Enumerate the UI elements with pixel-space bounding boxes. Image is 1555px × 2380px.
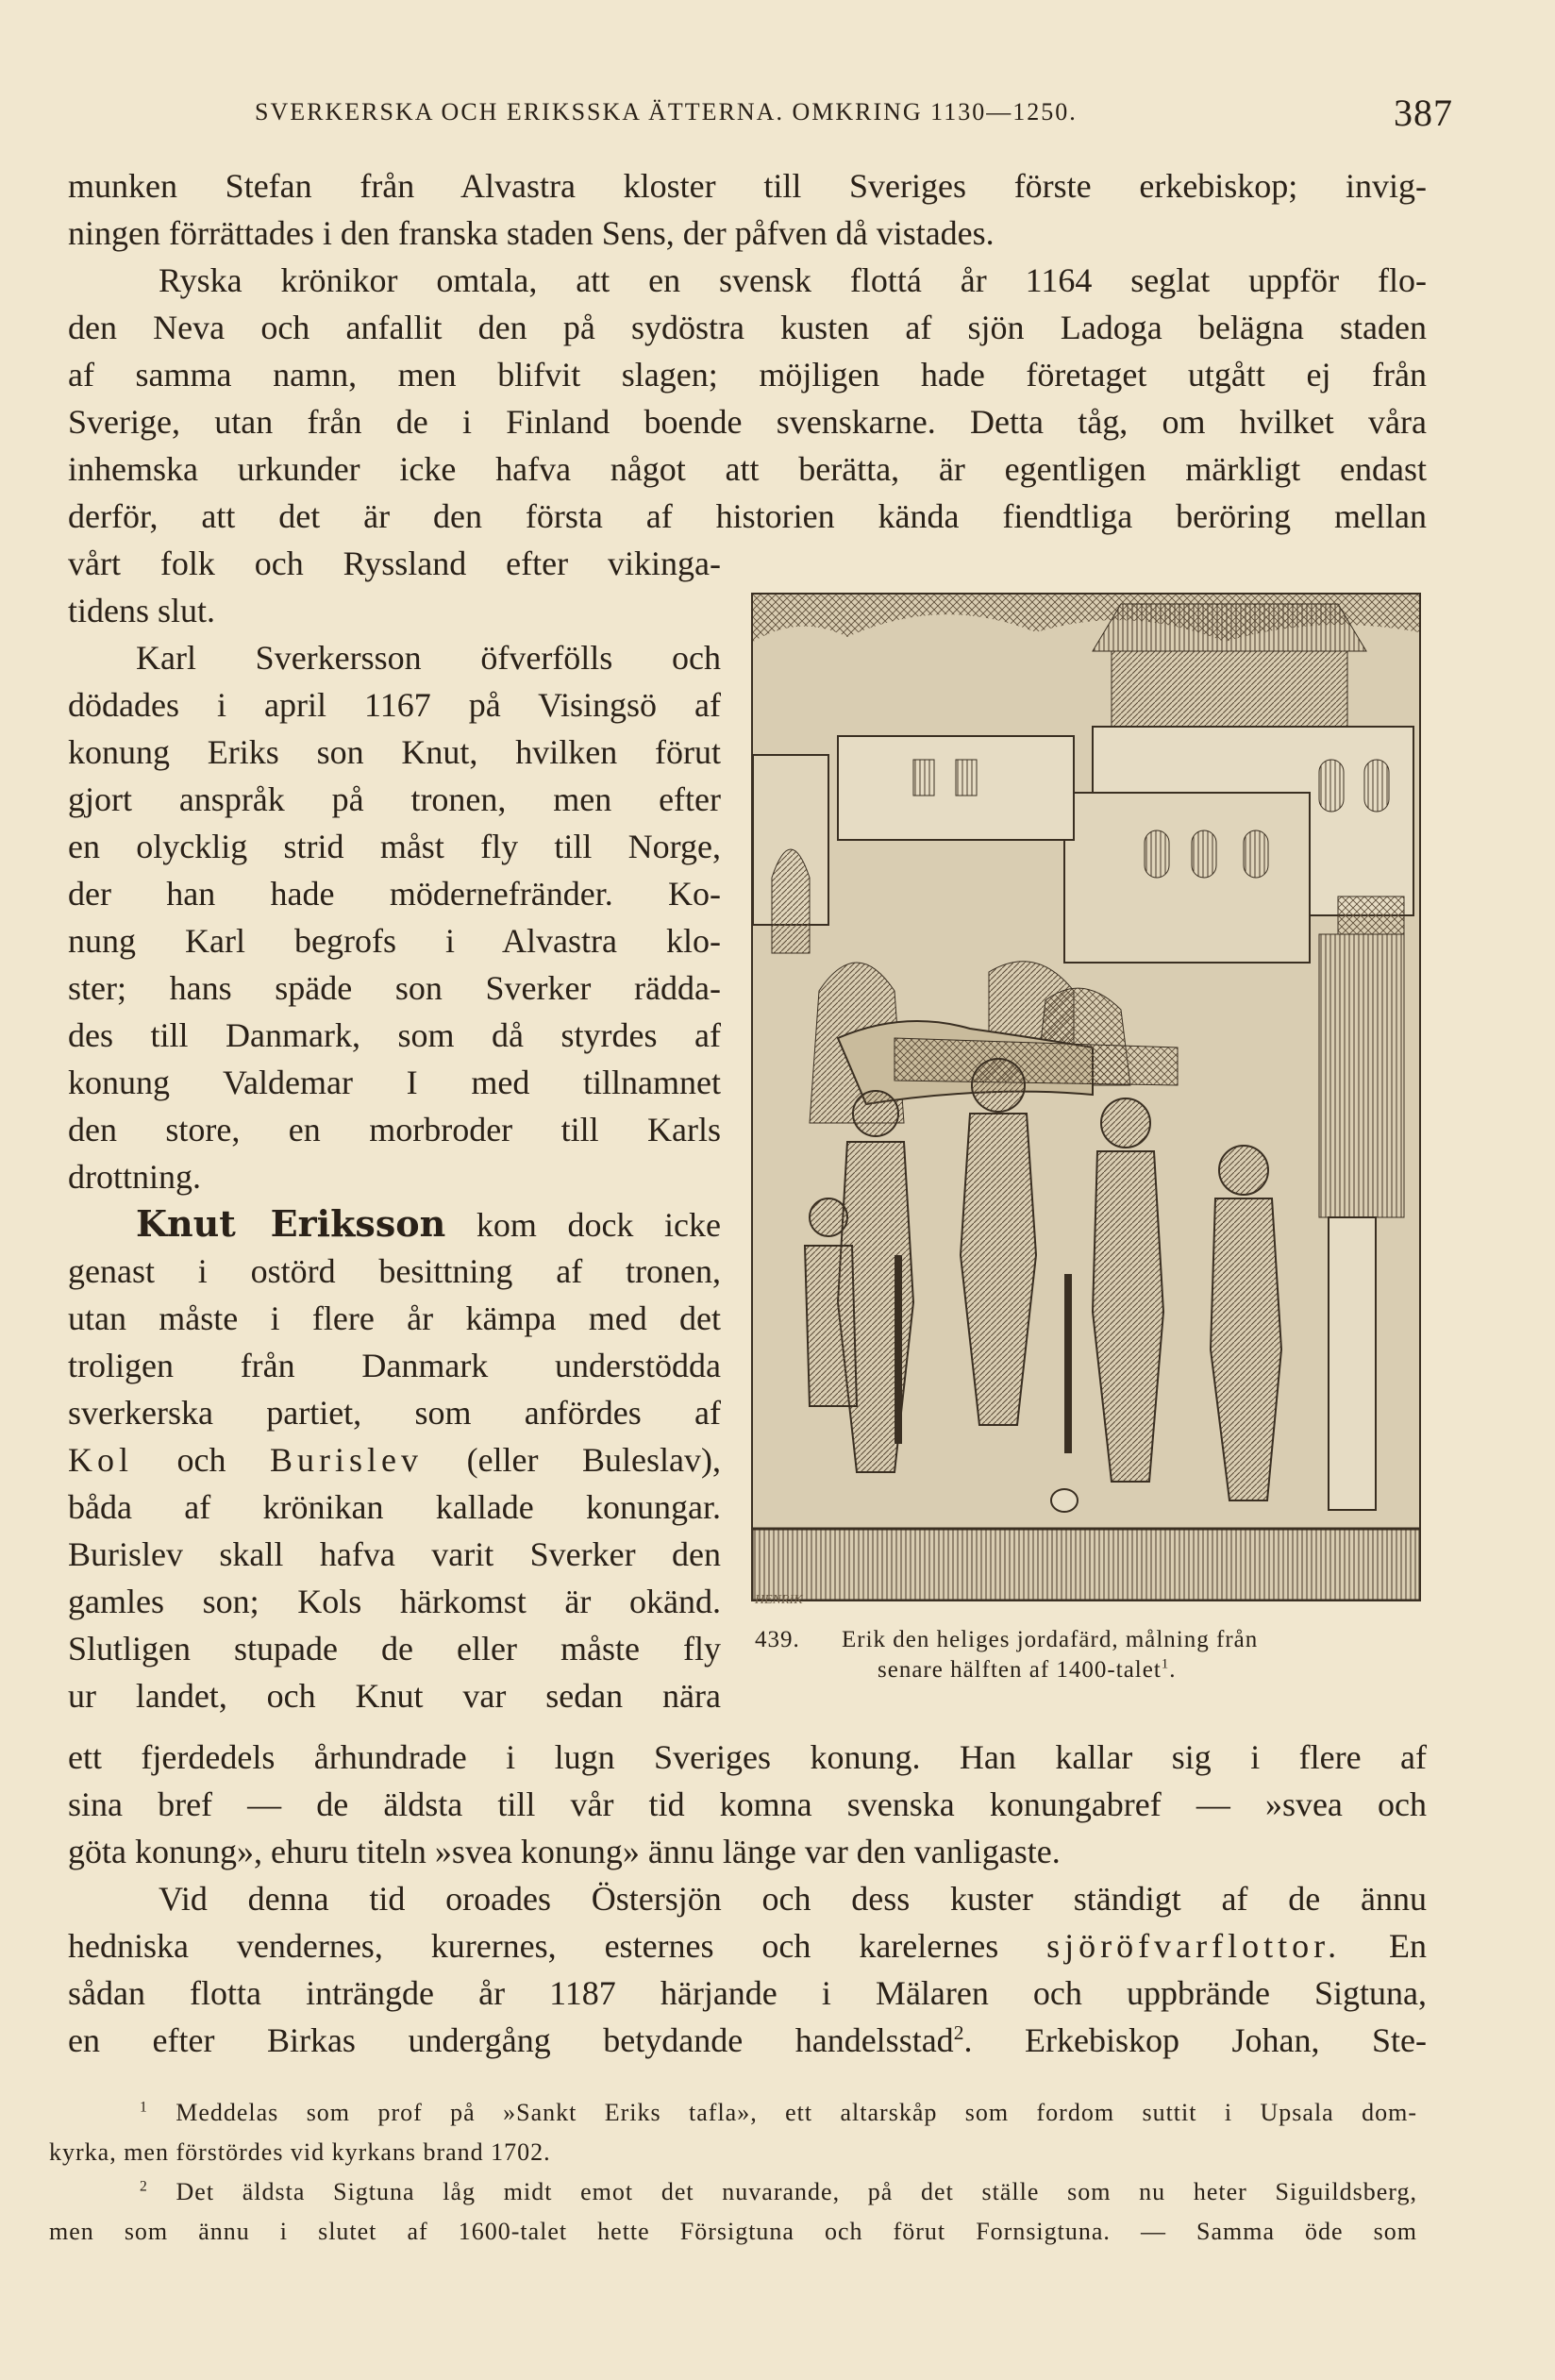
text-line: den Neva och anfallit den på sydöstra kusten af sjön Ladoga belägna staden xyxy=(68,309,1427,346)
text-line: af samma namn, men blifvit slagen; möjligen hade företaget utgått ej från xyxy=(68,356,1427,394)
footnote-text: Det äldsta Sigtuna låg midt emot det nuvarande, på det ställe som nu heter Siguildsberg, xyxy=(176,2178,1417,2205)
person-name-knut: Knut Eriksson xyxy=(136,1202,446,1245)
text-line: der han hade mödernefränder. Ko- xyxy=(68,875,721,913)
footnote-text: Meddelas som prof på »Sankt Eriks tafla», ett altarskåp som fordom suttit i Upsala dom- xyxy=(176,2099,1417,2126)
text-line xyxy=(68,1922,1427,1969)
text-line: Ryska krönikor omtala, att en svensk flottá år 1164 seglat uppför flo- xyxy=(159,261,1427,299)
person-name-burislev: Burislev xyxy=(270,1441,424,1479)
caption-line xyxy=(878,1655,1177,1685)
text-line: genast i ostörd besittning af tronen, xyxy=(68,1252,721,1290)
text-fragment: hedniska vendernes, kurernes, esternes och karelernes xyxy=(68,1927,999,1965)
person-name-kol: Kol xyxy=(68,1441,133,1479)
running-title: SVERKERSKA OCH ERIKSSKA ÄTTERNA. OMKRING 1130—1250. xyxy=(255,98,1078,126)
text-line: sina bref — de äldsta till vår tid komna svenska konungabref — »svea och xyxy=(68,1785,1427,1823)
text-fragment: En xyxy=(1389,1927,1428,1965)
text-fragment: (eller Buleslav), xyxy=(466,1441,722,1479)
text-line: konung Eriks son Knut, hvilken förut xyxy=(68,733,721,771)
text-line: munken Stefan från Alvastra kloster till Sveriges förste erkebiskop; invig- xyxy=(68,167,1427,205)
text-line: Slutligen stupade de eller måste fly xyxy=(68,1630,721,1668)
text-line: vårt folk och Ryssland efter vikinga- xyxy=(68,545,721,582)
text-line: konung Valdemar I med tillnamnet xyxy=(68,1064,721,1101)
text-line xyxy=(68,1436,721,1483)
text-fragment: . Erkebiskop Johan, Ste- xyxy=(963,2021,1427,2059)
footnote-mark: 2 xyxy=(140,2178,148,2195)
emphasis-sjorofvarflottor: sjöröfvarflottor. xyxy=(1046,1927,1342,1965)
text-line: Vid denna tid oroades Östersjön och dess kuster ständigt af de ännu xyxy=(159,1880,1427,1918)
text-line: utan måste i flere år kämpa med det xyxy=(68,1299,721,1337)
text-line: derför, att det är den första af historien kända fiendtliga beröring mellan xyxy=(68,497,1427,535)
footnote-line: kyrka, men förstördes vid kyrkans brand 1702. xyxy=(49,2138,551,2166)
text-line: tidens slut. xyxy=(68,592,216,629)
text-line: gjort anspråk på tronen, men efter xyxy=(68,780,721,818)
footnote-mark: 1 xyxy=(140,2099,148,2116)
text-line: inhemska urkunder icke hafva något att berätta, är egentligen märkligt endast xyxy=(68,450,1427,488)
text-line: gamles son; Kols härkomst är okänd. xyxy=(68,1583,721,1620)
text-line: sverkerska partiet, som anfördes af xyxy=(68,1394,721,1432)
text-line: troligen från Danmark understödda xyxy=(68,1347,721,1384)
text-line: ningen förrättades i den franska staden Sens, der påfven då vistades. xyxy=(68,214,995,252)
footnote-ref: 1 xyxy=(1161,1656,1170,1672)
text-fragment: och xyxy=(176,1441,226,1479)
text-line: Karl Sverkersson öfverfölls och xyxy=(136,639,721,677)
illustration-erik-funeral xyxy=(751,593,1421,1601)
text-line: sådan flotta inträngde år 1187 härjande i Mälaren och uppbrände Sigtuna, xyxy=(68,1974,1427,2012)
text-fragment: kom dock icke xyxy=(476,1206,722,1244)
text-line: nung Karl begrofs i Alvastra klo- xyxy=(68,922,721,960)
caption-end: . xyxy=(1169,1657,1177,1683)
text-line: en olycklig strid måst fly till Norge, xyxy=(68,828,721,865)
footnote-line: men som ännu i slutet af 1600-talet hette Försigtuna och förut Fornsigtuna. — Samma öde som xyxy=(49,2218,1417,2245)
text-line: des till Danmark, som då styrdes af xyxy=(68,1016,721,1054)
text-line: ett fjerdedels århundrade i lugn Sveriges konung. Han kallar sig i flere af xyxy=(68,1738,1427,1776)
engraving-image xyxy=(753,595,1419,1600)
text-fragment: en efter Birkas undergång betydande handelsstad xyxy=(68,2021,954,2059)
caption-line: Erik den heliges jordafärd, målning från xyxy=(842,1627,1259,1652)
text-line: drottning. xyxy=(68,1158,201,1196)
text-line: dödades i april 1167 på Visingsö af xyxy=(68,686,721,724)
text-line: Burislev skall hafva varit Sverker den xyxy=(68,1535,721,1573)
running-header xyxy=(255,91,1453,132)
text-line: Sverige, utan från de i Finland boende svenskarne. Detta tåg, om hvilket våra xyxy=(68,403,1427,441)
text-line: ster; hans späde son Sverker rädda- xyxy=(68,969,721,1007)
footnote-ref: 2 xyxy=(953,2021,964,2044)
engraver-signature: HENRIK xyxy=(755,1593,803,1607)
figure-number: 439. xyxy=(755,1627,800,1652)
text-line: den store, en morbroder till Karls xyxy=(68,1111,721,1148)
text-line: båda af krönikan kallade konungar. xyxy=(68,1488,721,1526)
text-line: göta konung», ehuru titeln »svea konung» ännu länge var den vanligaste. xyxy=(68,1833,1061,1870)
text-line xyxy=(68,1200,721,1248)
footnote-line xyxy=(49,2172,1417,2212)
page-number: 387 xyxy=(1394,92,1453,134)
text-line: ur landet, och Knut var sedan nära xyxy=(68,1677,721,1715)
caption-text: senare hälften af 1400-talet xyxy=(878,1657,1162,1683)
text-line xyxy=(68,2017,1427,2064)
footnote-line xyxy=(49,2093,1417,2133)
